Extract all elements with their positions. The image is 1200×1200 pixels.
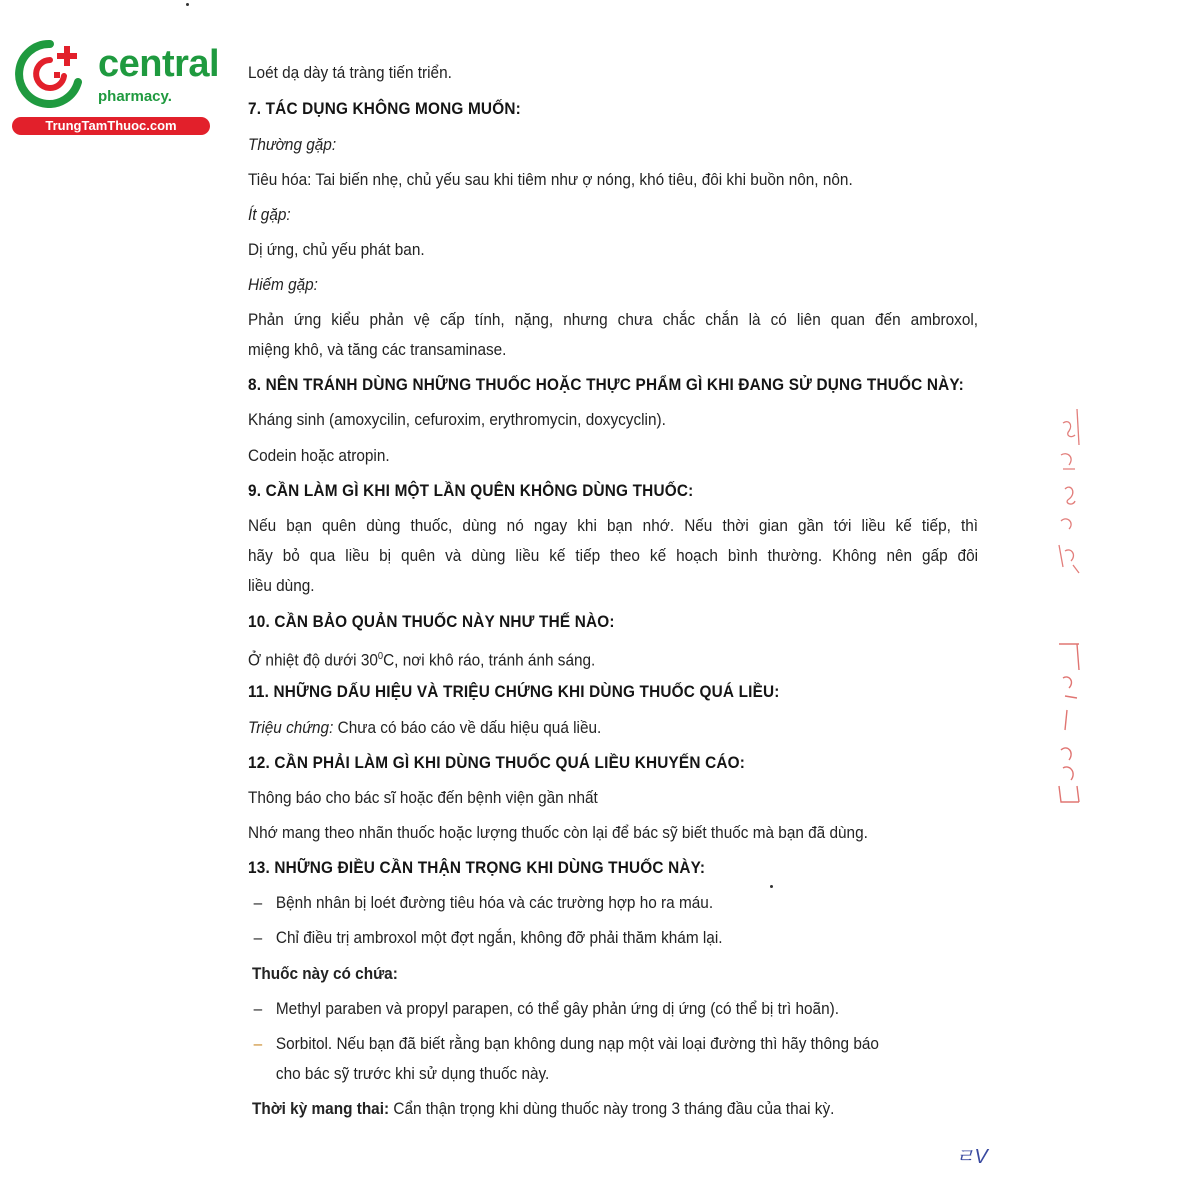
list-item-text: Sorbitol. Nếu bạn đã biết rằng bạn không dung nạp một vài loại đường thì hãy thông báo <box>275 1035 879 1053</box>
symptom-text: Chưa có báo cáo về dấu hiệu quá liều. <box>333 719 602 737</box>
subheading-common: Thường gặp: <box>248 136 337 154</box>
section-heading-9: 9. CẦN LÀM GÌ KHI MỘT LẦN QUÊN KHÔNG DÙNG THUỐC: <box>248 482 694 500</box>
brand-url-badge[interactable]: TrungTamThuoc.com <box>12 117 210 135</box>
text-line: Loét dạ dày tá tràng tiến triển. <box>248 64 452 82</box>
speck <box>770 885 773 888</box>
section-heading-8: 8. NÊN TRÁNH DÙNG NHỮNG THUỐC HOẶC THỰC PHẨM GÌ KHI ĐANG SỬ DỤNG THUỐC NÀY: <box>248 376 964 394</box>
list-dash: – <box>253 894 263 912</box>
contains-heading: Thuốc này có chứa: <box>252 965 398 983</box>
brand-subtitle: pharmacy. <box>98 88 172 105</box>
list-item-text: Methyl paraben và propyl parapen, có thể gây phản ứng dị ứng (có thể bị trì hoãn). <box>275 1000 839 1018</box>
speck <box>186 3 189 6</box>
logo <box>10 38 220 138</box>
text-line: Nếu bạn quên dùng thuốc, dùng nó ngay khi bạn nhớ. Nếu thời gian gần tới liều kế tiếp, thì <box>248 517 979 535</box>
list-dash: – <box>253 1000 263 1018</box>
text-line: Codein hoặc atropin. <box>248 447 390 465</box>
text-line: liều dùng. <box>248 577 315 595</box>
section-heading-7: 7. TÁC DỤNG KHÔNG MONG MUỐN: <box>248 100 521 118</box>
section-heading-13: 13. NHỮNG ĐIỀU CẦN THẬN TRỌNG KHI DÙNG THUỐC NÀY: <box>248 859 706 877</box>
text-line: hãy bỏ qua liều bị quên và dùng liều kế tiếp theo kế hoạch bình thường. Không nên gấp đôi <box>248 547 979 565</box>
list-item-text: cho bác sỹ trước khi sử dụng thuốc này. <box>275 1065 550 1083</box>
subheading-rare: Hiếm gặp: <box>248 276 318 294</box>
storage-line <box>248 646 927 672</box>
text-line: miệng khô, và tăng các transaminase. <box>248 341 507 359</box>
section-heading-12: 12. CẦN PHẢI LÀM GÌ KHI DÙNG THUỐC QUÁ LIỀU KHUYẾN CÁO: <box>248 754 746 772</box>
storage-text: Ở nhiệt độ dưới 30 <box>248 651 378 670</box>
text-line: Nhớ mang theo nhãn thuốc hoặc lượng thuốc còn lại để bác sỹ biết thuốc mà bạn đã dùng. <box>248 824 868 842</box>
list-item-text: Bệnh nhân bị loét đường tiêu hóa và các trường hợp ho ra máu. <box>275 894 714 912</box>
symptom-line <box>248 717 927 739</box>
list-dash: – <box>253 929 263 947</box>
pharmacy-cross-logo-icon <box>10 38 88 108</box>
text-line: Thông báo cho bác sĩ hoặc đến bệnh viện gần nhất <box>248 789 598 807</box>
degree-superscript: 0 <box>377 651 384 662</box>
text-line: Tiêu hóa: Tai biến nhẹ, chủ yếu sau khi tiêm như ợ nóng, khó tiêu, đôi khi buồn nôn, nôn. <box>248 171 853 189</box>
section-heading-11: 11. NHỮNG DẤU HIỆU VÀ TRIỆU CHỨNG KHI DÙNG THUỐC QUÁ LIỀU: <box>248 683 780 701</box>
subheading-uncommon: Ít gặp: <box>248 206 291 224</box>
symptom-label: Triệu chứng: <box>248 719 334 737</box>
pregnancy-text: Cẩn thận trọng khi dùng thuốc này trong 3 tháng đầu của thai kỳ. <box>389 1100 835 1118</box>
list-item-text: Chỉ điều trị ambroxol một đợt ngắn, không đỡ phải thăm khám lại. <box>275 929 723 947</box>
red-stamp-mark-icon <box>1055 405 1085 580</box>
section-heading-10: 10. CẦN BẢO QUẢN THUỐC NÀY NHƯ THẾ NÀO: <box>248 613 615 631</box>
text-line: Phản ứng kiểu phản vệ cấp tính, nặng, nhưng chưa chắc chắn là có liên quan đến ambroxol, <box>248 311 979 329</box>
text-line: Kháng sinh (amoxycilin, cefuroxim, erythromycin, doxycyclin). <box>248 411 666 429</box>
storage-text-rest: C, nơi khô ráo, tránh ánh sáng. <box>383 651 596 670</box>
pregnancy-label: Thời kỳ mang thai: <box>252 1100 390 1118</box>
text-line: Dị ứng, chủ yếu phát ban. <box>248 241 425 259</box>
pregnancy-line <box>252 1098 931 1120</box>
brand-name: central <box>98 43 220 85</box>
signature-mark: ㄹV <box>955 1146 988 1168</box>
red-stamp-mark-icon <box>1055 640 1085 805</box>
list-dash: – <box>253 1035 263 1053</box>
